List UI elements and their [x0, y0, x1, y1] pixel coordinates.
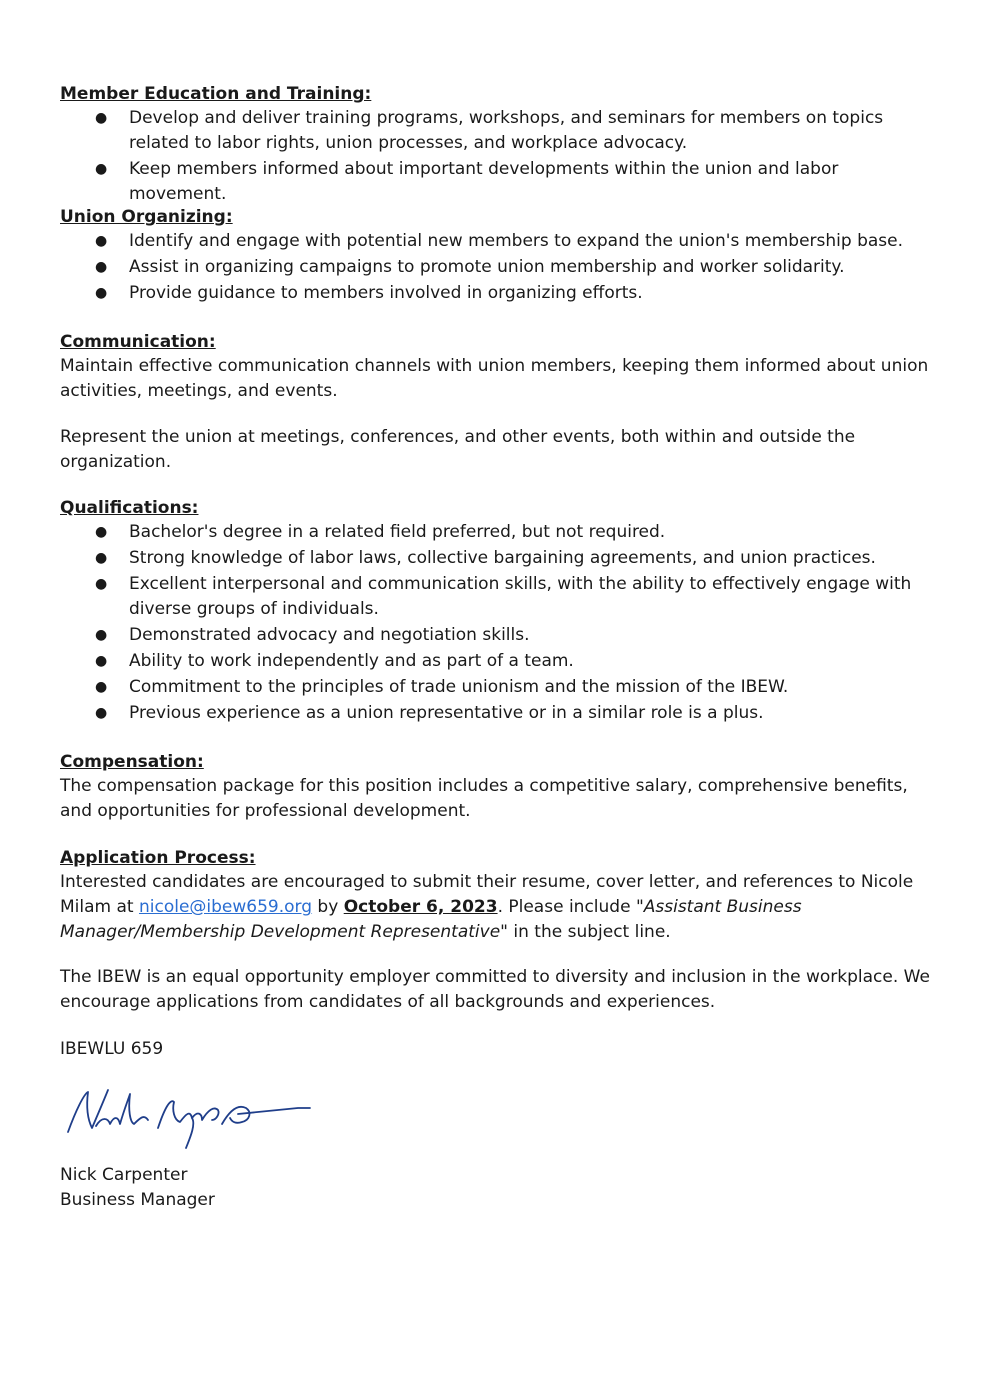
bullet-icon: ● — [95, 259, 108, 275]
signature-block — [60, 1163, 940, 1213]
qualifications-section — [60, 496, 940, 727]
list-item: ● Ability to work independently and as part of a team. — [60, 649, 940, 674]
application-heading: Application Process: — [60, 848, 256, 868]
union-organizing-list — [60, 229, 940, 306]
list-item: ● Excellent interpersonal and communication skills, with the ability to effectively engage with diverse groups of individuals. — [95, 574, 912, 619]
subject-line-text: "Assistant Business Manager/Membership Development Representative" — [60, 897, 802, 942]
list-item: ● Demonstrated advocacy and negotiation skills. — [60, 623, 940, 648]
bullet-icon: ● — [95, 285, 108, 301]
signer-title: Business Manager — [60, 1190, 215, 1210]
bullet-icon: ● — [95, 576, 108, 592]
representation-paragraph: Represent the union at meetings, conferences, and other events, both within and outside the organization. — [60, 427, 856, 472]
qualifications-heading: Qualifications: — [60, 498, 199, 518]
application-section — [60, 846, 940, 1015]
member-education-list — [60, 106, 940, 207]
union-organizing-section — [60, 205, 940, 307]
qualifications-list — [60, 520, 940, 726]
compensation-heading: Compensation: — [60, 752, 204, 772]
bullet-icon: ● — [95, 161, 108, 177]
signature-image — [62, 1080, 322, 1160]
member-education-heading: Member Education and Training: — [60, 84, 372, 104]
communication-section — [60, 330, 940, 475]
list-item: ● Strong knowledge of labor laws, collective bargaining agreements, and union practices. — [60, 546, 940, 571]
list-item: ● Develop and deliver training programs, workshops, and seminars for members on topics related to labor rights, union processes, and workplace advocacy. — [95, 108, 884, 153]
signer-name: Nick Carpenter — [60, 1165, 188, 1185]
org-name: IBEWLU 659 — [60, 1039, 164, 1059]
bullet-icon: ● — [95, 233, 108, 249]
org-line — [60, 1037, 940, 1062]
member-education-section — [60, 82, 940, 208]
list-item: ● Assist in organizing campaigns to promote union membership and worker solidarity. — [60, 255, 940, 280]
compensation-paragraph: The compensation package for this position includes a competitive salary, comprehensive benefits, and opportunities for professional development. — [60, 776, 908, 821]
equal-opportunity-paragraph: The IBEW is an equal opportunity employer committed to diversity and inclusion in the workplace. We encourage applications from candidates of all backgrounds and experiences. — [60, 967, 930, 1012]
list-item: ● Keep members informed about important developments within the union and labor movement. — [95, 159, 839, 204]
bullet-icon: ● — [95, 110, 108, 126]
deadline-date: October 6, 2023 — [343, 897, 498, 917]
compensation-section — [60, 750, 940, 824]
list-item: ● Identify and engage with potential new members to expand the union's membership base. — [60, 229, 940, 254]
email-link[interactable]: nicole@ibew659.org — [138, 897, 313, 917]
list-item: ● Provide guidance to members involved in organizing efforts. — [60, 281, 940, 306]
bullet-icon: ● — [95, 550, 108, 566]
bullet-icon: ● — [95, 524, 108, 540]
bullet-icon: ● — [95, 653, 108, 669]
bullet-icon: ● — [95, 679, 108, 695]
list-item: ● Commitment to the principles of trade unionism and the mission of the IBEW. — [60, 675, 940, 700]
union-organizing-heading: Union Organizing: — [60, 207, 233, 227]
list-item: ● Previous experience as a union representative or in a similar role is a plus. — [60, 701, 940, 726]
bullet-icon: ● — [95, 627, 108, 643]
application-paragraph: Interested candidates are encouraged to submit their resume, cover letter, and references to Nicole Milam at nicole@ibew659.org by October 6, 2023. Please include "Assistant Business Manager/Membership Development Representative" in the subject line. — [60, 872, 914, 942]
bullet-icon: ● — [95, 705, 108, 721]
communication-paragraph: Maintain effective communication channels with union members, keeping them informed about union activities, meetings, and events. — [60, 356, 929, 401]
communication-heading: Communication: — [60, 332, 216, 352]
list-item: ● Bachelor's degree in a related field preferred, but not required. — [60, 520, 940, 545]
